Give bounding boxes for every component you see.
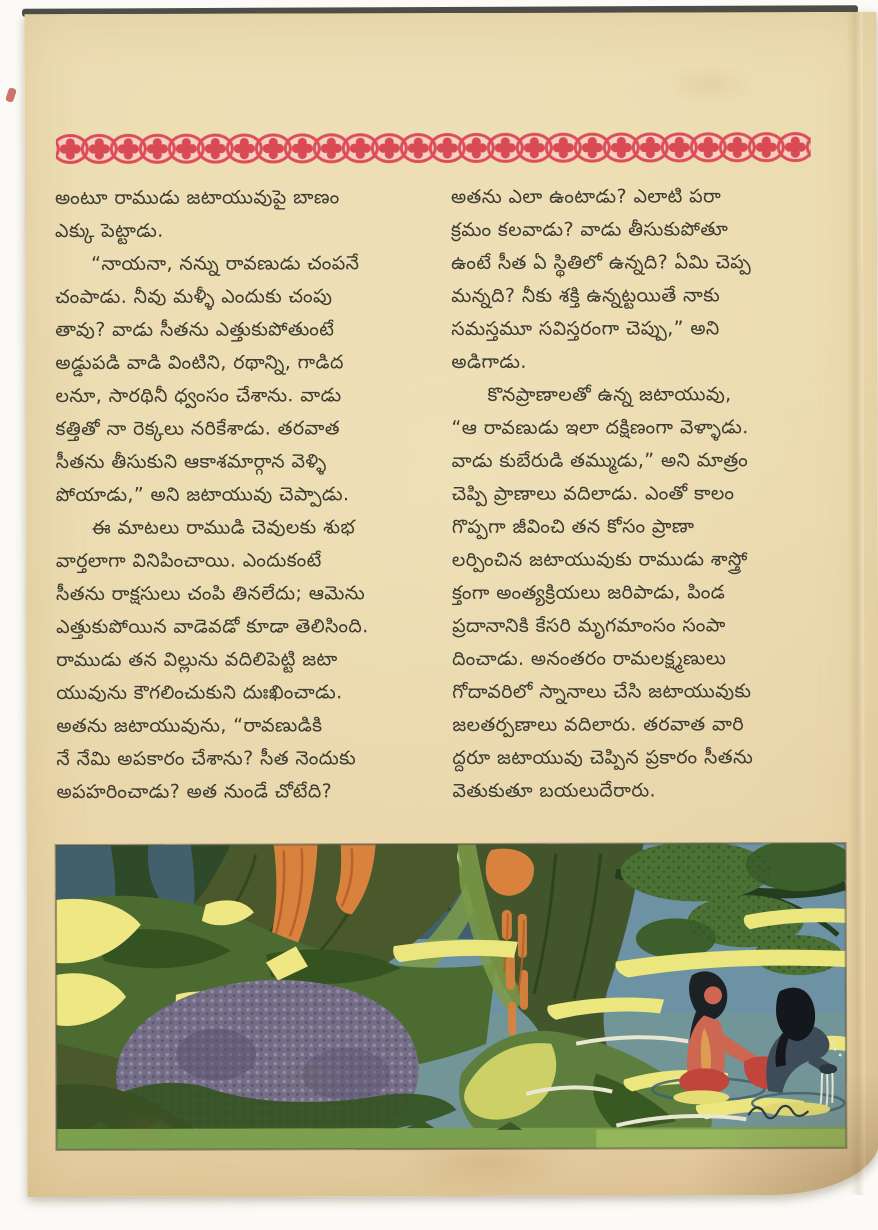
text-line: లనూ, సారథినీ ధ్వంసం చేశాను. వాడు: [55, 384, 342, 408]
text-line: అంటూ రాముడు జటాయువుపై బాణం: [54, 186, 340, 210]
text-line: సీతను తీసుకుని ఆకాశమార్గాన వెళ్ళి: [55, 450, 327, 474]
text-line: అపహరించాడు? అత నుండే చోటేది?: [56, 780, 333, 804]
text-line: గోదావరిలో స్నానాలు చేసి జటాయువుకు: [452, 680, 752, 703]
text-line: అతను జటాయువును, “రావణుడికి: [56, 714, 323, 738]
text-line: “ఆ రావణుడు ఇలా దక్షిణంగా వెళ్ళాడు.: [451, 416, 749, 440]
text-line: గొప్పగా జీవించి తన కోసం ప్రాణా: [451, 515, 695, 539]
text-line: మన్నది? నీకు శక్తి ఉన్నట్టయితే నాకు: [451, 284, 721, 308]
paper-stain: [665, 64, 755, 104]
text-line: ప్రదానానికి కేసరి మృగమాంసం సంపా: [452, 614, 726, 637]
text-line: తావు? వాడు సీతను ఎత్తుకుపోతుంటే: [55, 318, 335, 342]
text-column-left: [55, 181, 447, 809]
text-line: రాముడు తన విల్లును వదిలిపెట్టి జటా: [56, 648, 338, 672]
text-line: “నాయనా, నన్ను రావణుడు చంపనే: [91, 252, 360, 275]
book-page: [24, 12, 878, 1197]
text-line: జలతర్పణాలు వదిలారు. తరవాత వారి: [452, 713, 745, 736]
text-line: ఉంటే సీత ఏ స్థితిలో ఉన్నది? ఏమి చెప్ప: [451, 251, 752, 275]
text-line: వార్తలాగా వినిపించాయి. ఎందుకంటే: [55, 549, 322, 573]
text-line: క్తంగా అంత్యక్రియలు జరిపాడు, పిండ: [451, 581, 726, 604]
text-line: ఎక్కు పెట్టాడు.: [54, 219, 164, 243]
text-line: క్రమం కలవాడు? వాడు తీసుకుపోతూ: [450, 218, 729, 242]
text-line: ఎత్తుకుపోయిన వాడెవడో కూడా తెలిసింది.: [56, 615, 369, 639]
text-line: లర్పించిన జటాయువుకు రాముడు శాస్త్రో: [451, 548, 748, 572]
text-line: కత్తితో నా రెక్కలు నరికేశాడు. తరవాత: [55, 417, 341, 441]
page-edge-crease: [846, 12, 865, 1195]
text-line: పోయాడు,” అని జటాయువు చెప్పాడు.: [55, 483, 350, 507]
text-line: వెతుకుతూ బయలుదేరారు.: [452, 779, 657, 802]
text-line: సీతను రాక్షసులు చంపి తినలేదు; ఆమెను: [55, 582, 366, 606]
text-line: కొనప్రాణాలతో ఉన్న జటాయువు,: [487, 383, 732, 406]
text-line: అతను ఎలా ఉంటాడు? ఎలాటి పరా: [450, 185, 722, 209]
text-column-right: [451, 180, 855, 808]
margin-speck: [5, 87, 17, 103]
text-line: అడ్డుపడి వాడి వింటిని, రథాన్ని, గాడిద: [55, 351, 344, 375]
text-line: ద్దరూ జటాయువు చెప్పిన ప్రకారం సీతను: [452, 746, 754, 769]
text-line: యువును కౌగలించుకుని దుఃఖించాడు.: [56, 681, 343, 705]
text-line: అడిగాడు.: [451, 350, 527, 374]
text-line: ఈ మాటలు రాముడి చెవులకు శుభ: [91, 516, 356, 539]
text-line: చెప్పి ప్రాణాలు వదిలాడు. ఎంతో కాలం: [451, 482, 735, 506]
chain-flower-border: [56, 128, 811, 168]
text-line: చంపాడు. నీవు మళ్ళీ ఎందుకు చంపు: [55, 285, 333, 309]
text-line: నే నేమి అపకారం చేశాను? సీత నెందుకు: [56, 747, 357, 771]
page-corner-curl: [679, 1065, 878, 1196]
text-line: దించాడు. అనంతరం రామలక్ష్మణులు: [452, 647, 727, 670]
text-line: వాడు కుబేరుడి తమ్ముడు,” అని మాత్రం: [451, 449, 749, 473]
text-line: సమస్తమూ సవిస్తరంగా చెప్పు,” అని: [451, 317, 720, 341]
